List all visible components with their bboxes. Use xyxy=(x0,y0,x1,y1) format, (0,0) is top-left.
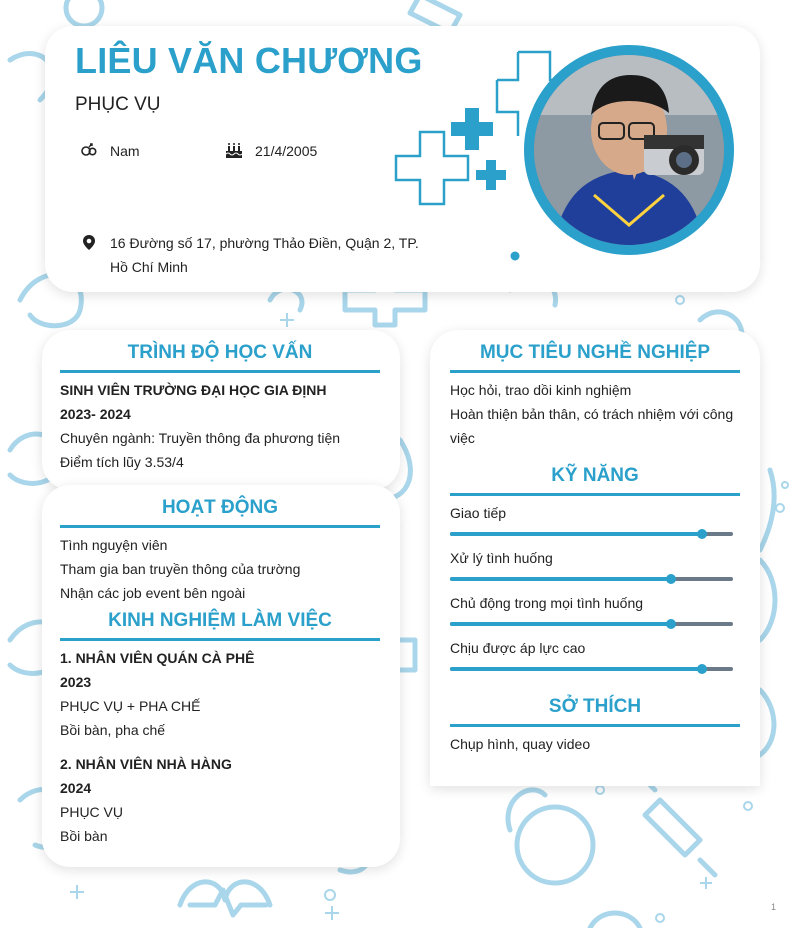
address-line-2: Hồ Chí Minh xyxy=(110,259,188,275)
activity-item: Tình nguyện viên xyxy=(60,537,168,553)
skill-bar xyxy=(450,577,733,581)
skill-bar xyxy=(450,667,733,671)
gender-icon xyxy=(80,142,98,160)
hobbies-title: SỞ THÍCH xyxy=(450,696,740,727)
activities-title: HOẠT ĐỘNG xyxy=(60,497,380,528)
job-heading: 1. NHÂN VIÊN QUÁN CÀ PHÊ xyxy=(60,650,255,666)
activity-item: Nhận các job event bên ngoài xyxy=(60,585,246,601)
objective-line: Hoàn thiện bản thân, có trách nhiệm với công xyxy=(450,406,734,422)
gender-info xyxy=(80,142,140,163)
skill-label: Chủ động trong mọi tình huống xyxy=(450,595,644,611)
skill-bar xyxy=(450,622,733,626)
location-icon xyxy=(80,234,98,252)
candidate-name: LIÊU VĂN CHƯƠNG xyxy=(75,40,423,81)
education-gpa: Điểm tích lũy 3.53/4 xyxy=(60,454,184,470)
education-major: Chuyên ngành: Truyền thông đa phương tiện xyxy=(60,430,341,446)
skills-title: KỸ NĂNG xyxy=(450,465,740,496)
objective-line: Học hỏi, trao dồi kinh nghiệm xyxy=(450,382,632,398)
education-school: SINH VIÊN TRƯỜNG ĐẠI HỌC GIA ĐỊNH xyxy=(60,382,327,398)
skill-bar xyxy=(450,532,733,536)
birthdate-info xyxy=(225,142,317,163)
address-value xyxy=(110,231,419,279)
job-heading: 2. NHÂN VIÊN NHÀ HÀNG xyxy=(60,756,232,772)
profile-photo xyxy=(534,55,724,245)
cake-icon xyxy=(225,142,243,160)
skill-label: Xử lý tình huống xyxy=(450,550,553,566)
hobbies-text: Chụp hình, quay video xyxy=(450,736,591,752)
candidate-role: PHỤC VỤ xyxy=(75,94,161,115)
job-position: PHỤC VỤ xyxy=(60,804,124,820)
job-position: PHỤC VỤ + PHA CHẾ xyxy=(60,698,201,714)
profile-photo-frame xyxy=(524,45,734,255)
address-line-1: 16 Đường số 17, phường Thảo Điền, Quận 2, TP. xyxy=(110,235,419,251)
job-duty: Bồi bàn xyxy=(60,828,108,844)
address-info xyxy=(80,234,419,279)
gender-value: Nam xyxy=(110,143,140,159)
education-title: TRÌNH ĐỘ HỌC VẤN xyxy=(60,342,380,373)
page-number: 1 xyxy=(770,902,776,912)
objective-title: MỤC TIÊU NGHỀ NGHIỆP xyxy=(450,342,740,373)
job-duty: Bồi bàn, pha chế xyxy=(60,722,166,738)
activity-item: Tham gia ban truyền thông của trường xyxy=(60,561,301,577)
job-year: 2023 xyxy=(60,674,92,690)
experience-title: KINH NGHIỆM LÀM VIỆC xyxy=(60,610,380,641)
skill-label: Chịu được áp lực cao xyxy=(450,640,586,656)
skill-label: Giao tiếp xyxy=(450,505,507,521)
birthdate-value: 21/4/2005 xyxy=(255,143,318,159)
job-year: 2024 xyxy=(60,780,92,796)
education-years: 2023- 2024 xyxy=(60,406,131,422)
objective-line: việc xyxy=(450,430,475,446)
